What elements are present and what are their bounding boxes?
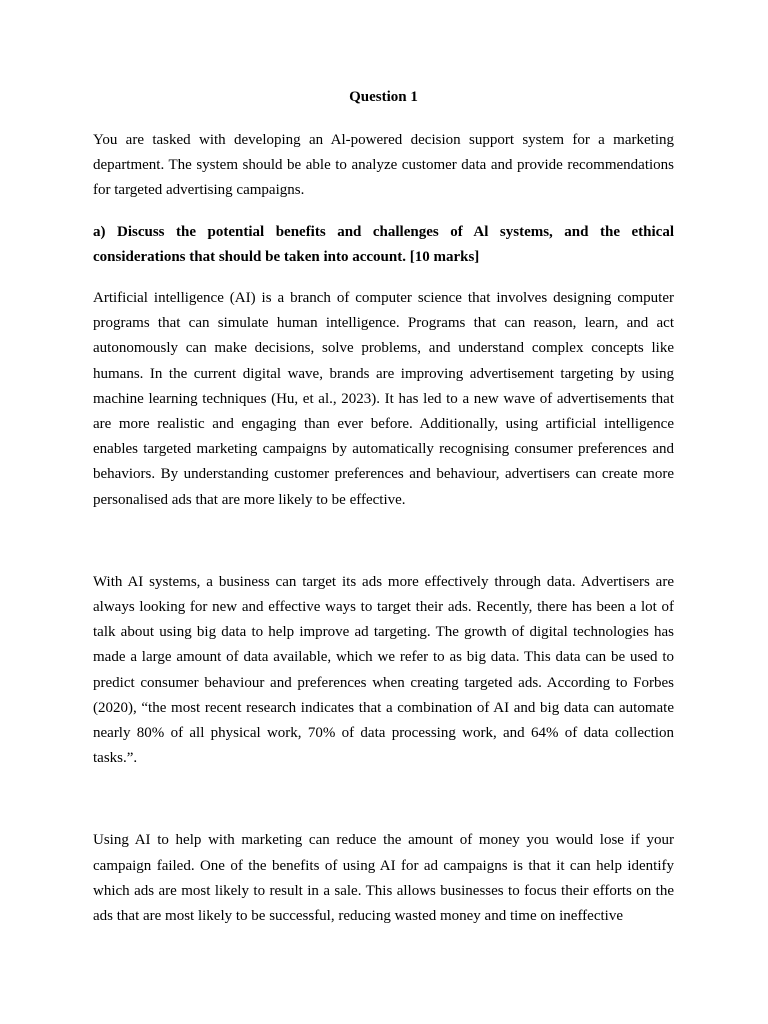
answer-paragraph-2: With AI systems, a business can target its ads more effectively through data. Advertisers are always looking for new and effective ways to target their ads. Recently, there has been a lot of talk about using big data to help improve ad targeting. The growth of digital technologies has made a large amount of data available, which we refer to as big data. This data can be used to predict consumer behaviour and preferences when creating targeted ads. According to Forbes (2020), “the most recent research indicates that a combination of AI and big data can automate nearly 80% of all physical work, 70% of data processing work, and 64% of data collection tasks.”. — [93, 573, 674, 767]
answer-paragraph-3: Using AI to help with marketing can reduce the amount of money you would lose if your campaign failed. One of the benefits of using AI for ad campaigns is that it can help identify which ads are most likely to result in a sale. This allows businesses to focus their efforts on the ads that are most likely to be successful, reducing wasted money and time on ineffective — [93, 832, 674, 925]
question-title: Question 1 — [349, 89, 418, 105]
answer-paragraph-1: Artificial intelligence (AI) is a branch of computer science that involves designing computer programs that can simulate human intelligence. Programs that can reason, learn, and act autonomously can make decisions, solve problems, and understand complex concepts like humans. In the current digital wave, brands are improving advertisement targeting by using machine learning techniques (Hu, et al., 2023). It has led to a new wave of advertisements that are more realistic and engaging than ever before. Additionally, using artificial intelligence enables targeted marketing campaigns by automatically recognising consumer preferences and behaviors. By understanding customer preferences and behaviour, advertisers can create more personalised ads that are more likely to be effective. — [93, 290, 674, 508]
question-part-a: a) Discuss the potential benefits and challenges of Al systems, and the ethical considerations that should be taken into account. [10 marks] — [93, 223, 674, 265]
question-intro: You are tasked with developing an Al-powered decision support system for a marketing department. The system should be able to analyze customer data and provide recommendations for targeted advertising campaigns. — [93, 132, 674, 199]
document-page — [93, 86, 674, 929]
